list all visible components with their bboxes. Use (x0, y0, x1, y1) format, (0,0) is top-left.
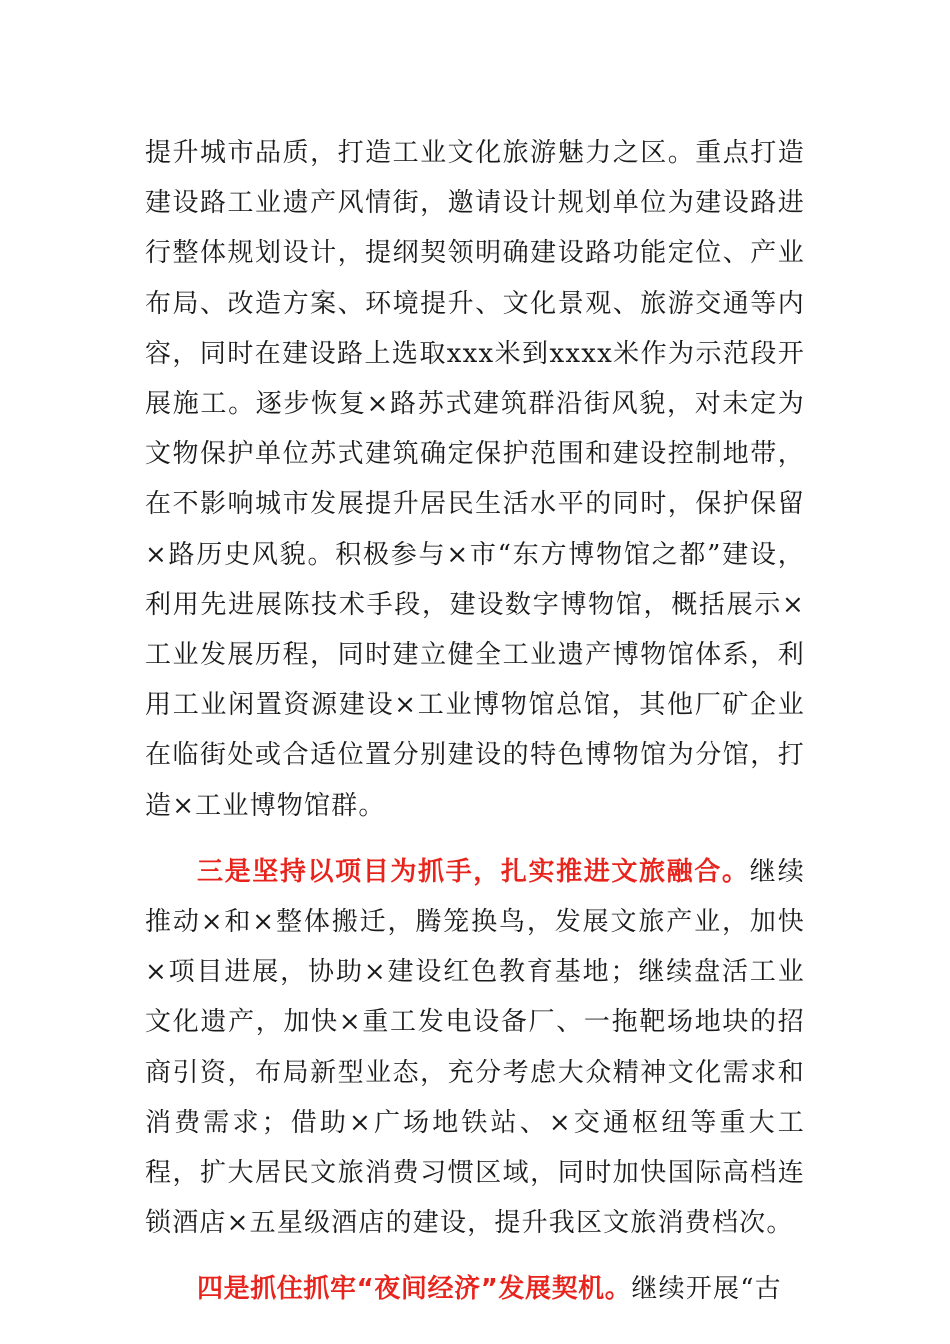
paragraph-section-3 (145, 847, 805, 1249)
section-heading: 四是抓住抓牢“夜间经济”发展契机。 (197, 1274, 632, 1305)
paragraph-text: 提升城市品质，打造工业文化旅游魅力之区。重点打造建设路工业遗产风情街，邀请设计规划单位为建设路进行整体规划设计，提纲契领明确建设路功能定位、产业布局、改造方案、环境提升、文化景观、旅游交通等内容，同时在建设路上选取xxx米到xxxx米作为示范段开展施工。逐步恢复×路苏式建筑群沿街风貌，对未定为文物保护单位苏式建筑确定保护范围和建设控制地带，在不影响城市发展提升居民生活水平的同时，保护保留×路历史风貌。积极参与×市“东方博物馆之都”建设，利用先进展陈技术手段，建设数字博物馆，概括展示×工业发展历程，同时建立健全工业遗产博物馆体系，利用工业闲置资源建设×工业博物馆总馆，其他厂矿企业在临街处或合适位置分别建设的特色博物馆为分馆，打造×工业博物馆群。 (145, 138, 805, 821)
document-body (145, 128, 805, 1315)
paragraph-text: 继续开展“古 (631, 1274, 782, 1305)
paragraph-continuation (145, 128, 805, 831)
paragraph-section-4 (145, 1264, 805, 1314)
paragraph-text: 继续推动×和×整体搬迁，腾笼换鸟，发展文旅产业，加快×项目进展，协助×建设红色教育基地；继续盘活工业文化遗产，加快×重工发电设备厂、一拖靶场地块的招商引资，布局新型业态，充分考虑大众精神文化需求和消费需求；借助×广场地铁站、×交通枢纽等重大工程，扩大居民文旅消费习惯区域，同时加快国际高档连锁酒店×五星级酒店的建设，提升我区文旅消费档次。 (145, 856, 805, 1239)
section-heading: 三是坚持以项目为抓手，扎实推进文旅融合。 (197, 856, 750, 887)
